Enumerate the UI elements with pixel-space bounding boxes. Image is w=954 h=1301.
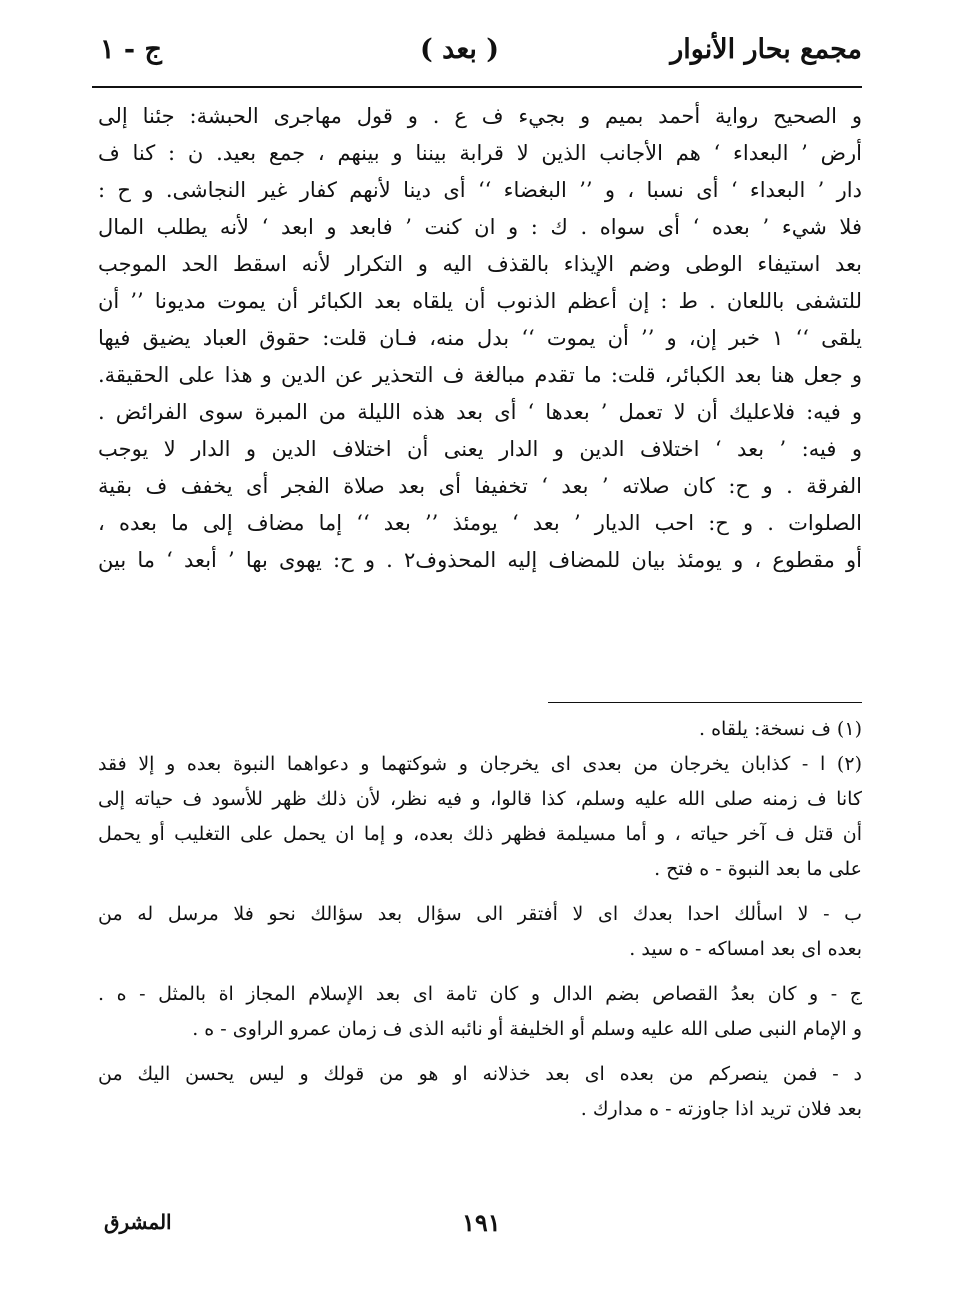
text-line: يلقى ‘‘ ١ خبر إن، و ’’ أن يموت ‘‘ بدل منه، فـان قلت: حقوق العباد يضيق فيها (98, 326, 862, 350)
text-line: الصلوات . و ح: احب الديار ’ بعد ‘ يومئذ ’’ بعد ‘‘ إما مضاف إلى ما بعده ، (98, 511, 862, 535)
footnote-rule (548, 702, 862, 703)
text-line: أرض ’ البعداء ‘ هم الأجانب الذين لا قرابة بيننا و بينهم ، جمع بعيد. ن : كنا ف (98, 141, 862, 165)
footnote-line: أن قتل ف آخر حياته ، و أما مسيلمة فظهر ذلك بعده، و إما ان يحمل على التغليب أو يحمل (98, 823, 862, 845)
footnote-line: كانا ف زمنه صلى الله عليه وسلم، كذا قالوا، و فيه نظر، لأن ذلك ظهر للأسود ف حياته إلى (98, 788, 862, 810)
text-line: و جعل هنا بعد الكبائر، قلت: ما تقدم مبالغة ف التحذير عن الدين و هذا على الحقيقة. (98, 363, 862, 387)
volume-label: ج - ١ (100, 34, 162, 65)
footnote-line: د - فمن ينصركم من بعده اى بعد خذلانه او هو من قولك و ليس يحسن اليك من (98, 1063, 862, 1085)
text-line: دار ’ البعداء ‘ أى نسبا ، و ’’ البغضاء ‘‘ أى دينا لأنهم كفار غير النجاشى. و ح : (98, 178, 862, 202)
entry-word: ( بعد ) (420, 34, 500, 65)
footnote-line: (٢) ا - كذابان يخرجان من بعدى اى يخرجان و شوكتهما و دعواهما النبوة بعده و إلا فقد (98, 753, 862, 775)
text-line: بعد استيفاء الوطى وضم الإيذاء بالقذف اليه و التكرار لأنه اسقط الحد الموجب (98, 252, 862, 276)
book-title: مجمع بحار الأنوار (670, 34, 862, 65)
footnote-line: بعده اى بعد امساكه - ه سيد . (629, 938, 862, 960)
footnote-line: (١) ف نسخة: يلقاه . (699, 718, 862, 740)
text-line: للتشفى باللعان . ط : إن أعظم الذنوب أن يلقاه بعد الكبائر أن يموت مديونا ’’ أن (98, 289, 862, 313)
text-line: الفرقة . و ح: كان صلاته ’ بعد ‘ تخفيفا أى بعد صلاة الفجر أى يخفف ف بقية (98, 474, 862, 498)
footnote-line: بعد فلان تريد اذا جاوزته - ه مدارك . (580, 1098, 862, 1120)
text-line: و فيه: ’ بعد ‘ اختلاف الدين و الدار يعنى أن اختلاف الدين و الدار لا يوجب (98, 437, 862, 461)
text-line: و الصحيح رواية أحمد بميم و بجيء ف ع . و قول مهاجرى الحبشة: جئنا إلى (98, 104, 862, 128)
publisher-mark: المشرق (104, 1210, 172, 1234)
text-line: و فيه: فلاعليك أن لا تعمل ’ بعدها ‘ أى بعد هذه الليلة من المبرة سوى الفرائض . (98, 400, 862, 424)
main-text (98, 98, 862, 579)
page-number: ١٩١ (462, 1208, 501, 1237)
footnote-line: ب - لا اسألك احدا بعدك اى لا أفتقر الى سؤال بعد سؤالك نحو فلا مرسل له من (98, 903, 862, 925)
footnote-line: ج - و كان بعدُ القصاص بضم الدال و كان تامة اى بعد الإسلام المجاز اة بالمثل - ه . (98, 983, 862, 1005)
footnotes (98, 712, 862, 1127)
header-rule (92, 86, 862, 88)
text-line: فلا شيء ’ بعده ‘ أى سواه . ك : و ان كنت ’ فابعد و ابعد ‘ لأنه يطلب المال (98, 215, 862, 239)
footnote-line: و الإمام النبى صلى الله عليه وسلم أو الخليفة أو نائبه الذى ف زمان عمرو الراوى - ه . (192, 1018, 862, 1040)
footnote-line: على ما بعد النبوة - ه فتح . (654, 858, 862, 880)
text-line: أو مقطوع ، و يومئذ بيان للمضاف إليه المحذوف٢ . و ح: يهوى بها ’ أبعد ‘ ما بين (98, 548, 862, 572)
